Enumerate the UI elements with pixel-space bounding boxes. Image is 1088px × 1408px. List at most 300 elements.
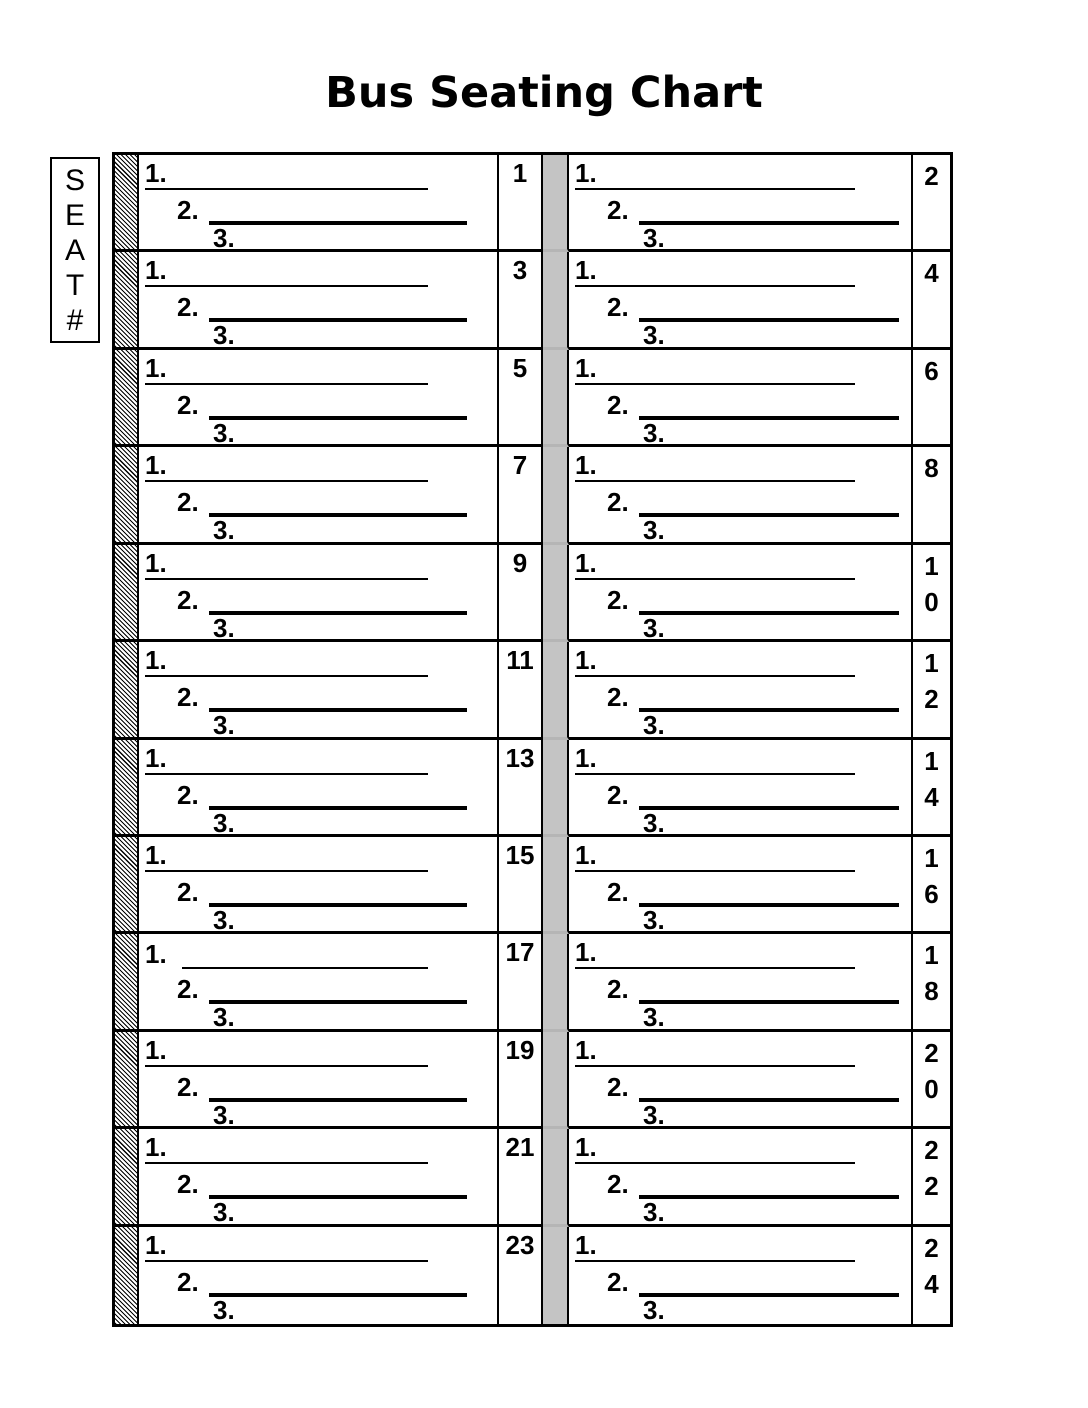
field-label: 1. bbox=[575, 450, 597, 481]
blank-line bbox=[639, 389, 899, 420]
name-line-1 bbox=[575, 1231, 855, 1262]
seat-number-cell bbox=[499, 1032, 543, 1129]
blank-line bbox=[639, 584, 899, 615]
hatched-edge-strip bbox=[115, 350, 139, 447]
seat-number-cell bbox=[499, 155, 543, 252]
field-label: 3. bbox=[213, 612, 235, 643]
name-line-3 bbox=[643, 1002, 665, 1033]
field-label: 1. bbox=[145, 352, 167, 383]
bus-aisle bbox=[543, 934, 569, 1031]
seat-number-cell bbox=[499, 934, 543, 1031]
right-seat-name-cell bbox=[569, 642, 913, 739]
name-line-2 bbox=[607, 194, 899, 225]
seat-number: 10 bbox=[924, 550, 939, 617]
seat-number: 7 bbox=[512, 450, 528, 481]
name-line-1 bbox=[145, 256, 428, 287]
name-line-1 bbox=[575, 1133, 855, 1164]
name-line-3 bbox=[213, 904, 235, 935]
right-seat-name-cell bbox=[569, 934, 913, 1031]
name-line-2 bbox=[607, 1071, 899, 1102]
field-label: 3. bbox=[643, 515, 665, 546]
name-line-1 bbox=[145, 159, 428, 190]
blank-line bbox=[209, 1168, 467, 1199]
seat-number-cell bbox=[913, 642, 950, 739]
bus-aisle bbox=[543, 252, 569, 349]
blank-line bbox=[167, 646, 428, 675]
field-label: 3. bbox=[213, 1294, 235, 1325]
seat-number-cell bbox=[913, 740, 950, 837]
blank-line bbox=[209, 779, 467, 810]
name-line-3 bbox=[643, 612, 665, 643]
name-line-2 bbox=[177, 1168, 467, 1199]
field-label: 1. bbox=[145, 158, 167, 188]
field-label: 1. bbox=[575, 1132, 597, 1163]
right-seat-name-cell bbox=[569, 740, 913, 837]
left-seat-name-cell bbox=[139, 350, 499, 447]
blank-line bbox=[639, 1266, 899, 1297]
field-label: 3. bbox=[643, 1099, 665, 1130]
name-line-2 bbox=[607, 1266, 899, 1297]
right-seat-name-cell bbox=[569, 155, 913, 252]
hatched-edge-strip bbox=[115, 155, 139, 252]
field-label: 2. bbox=[177, 195, 199, 225]
seat-number-legend bbox=[50, 157, 100, 343]
seat-row bbox=[115, 837, 950, 934]
field-label: 1. bbox=[145, 645, 167, 676]
field-label: 1. bbox=[145, 742, 167, 773]
seat-number-cell bbox=[499, 1227, 543, 1324]
blank-line bbox=[167, 354, 428, 383]
field-label: 1. bbox=[575, 255, 597, 286]
name-line-2 bbox=[177, 389, 467, 420]
bus-aisle bbox=[543, 1129, 569, 1226]
field-label: 2. bbox=[607, 584, 629, 615]
seat-row bbox=[115, 740, 950, 837]
legend-letter: # bbox=[66, 303, 84, 337]
field-label: 3. bbox=[643, 1002, 665, 1033]
field-label: 3. bbox=[643, 904, 665, 935]
seat-number-cell bbox=[913, 1227, 950, 1324]
field-label: 2. bbox=[607, 389, 629, 420]
left-seat-name-cell bbox=[139, 642, 499, 739]
field-label: 1. bbox=[575, 1229, 597, 1260]
field-label: 2. bbox=[177, 1266, 199, 1297]
name-line-2 bbox=[607, 779, 899, 810]
hatched-edge-strip bbox=[115, 740, 139, 837]
field-label: 3. bbox=[643, 417, 665, 448]
bus-aisle bbox=[543, 642, 569, 739]
seat-row bbox=[115, 545, 950, 642]
name-line-3 bbox=[643, 515, 665, 546]
blank-line bbox=[597, 354, 856, 383]
name-line-2 bbox=[607, 1168, 899, 1199]
field-label: 3. bbox=[643, 1197, 665, 1228]
blank-line bbox=[639, 973, 899, 1004]
seat-row bbox=[115, 350, 950, 447]
field-label: 2. bbox=[607, 195, 629, 225]
field-label: 2. bbox=[607, 876, 629, 907]
legend-letter: E bbox=[64, 198, 85, 232]
name-line-1 bbox=[575, 256, 855, 287]
name-line-1 bbox=[575, 451, 855, 482]
seat-number: 1 bbox=[512, 158, 528, 188]
blank-line bbox=[639, 1071, 899, 1102]
seat-number: 23 bbox=[505, 1229, 535, 1260]
name-line-1 bbox=[575, 646, 855, 677]
name-line-2 bbox=[607, 973, 899, 1004]
name-line-3 bbox=[213, 710, 235, 741]
seat-number: 24 bbox=[924, 1232, 939, 1299]
blank-line bbox=[639, 486, 899, 517]
name-line-1 bbox=[575, 938, 855, 969]
blank-line bbox=[597, 841, 856, 870]
field-label: 1. bbox=[145, 547, 167, 578]
field-label: 3. bbox=[643, 1294, 665, 1325]
field-label: 2. bbox=[607, 779, 629, 810]
hatched-edge-strip bbox=[115, 252, 139, 349]
field-label: 2. bbox=[177, 292, 199, 323]
field-label: 1. bbox=[575, 547, 597, 578]
name-line-2 bbox=[177, 1071, 467, 1102]
blank-line bbox=[209, 973, 467, 1004]
left-seat-name-cell bbox=[139, 1032, 499, 1129]
field-label: 3. bbox=[643, 320, 665, 351]
name-line-3 bbox=[643, 1197, 665, 1228]
field-label: 1. bbox=[575, 839, 597, 870]
field-label: 1. bbox=[145, 255, 167, 286]
name-line-1 bbox=[145, 1231, 428, 1262]
seat-number-cell bbox=[499, 350, 543, 447]
name-line-2 bbox=[607, 486, 899, 517]
left-seat-name-cell bbox=[139, 837, 499, 934]
name-line-3 bbox=[213, 1294, 235, 1325]
page-title: Bus Seating Chart bbox=[325, 68, 763, 118]
legend-letter: S bbox=[64, 163, 85, 197]
name-line-3 bbox=[643, 1099, 665, 1130]
name-line-2 bbox=[177, 1266, 467, 1297]
blank-line bbox=[597, 744, 856, 773]
right-seat-name-cell bbox=[569, 252, 913, 349]
bus-aisle bbox=[543, 545, 569, 642]
field-label: 3. bbox=[213, 1002, 235, 1033]
field-label: 1. bbox=[145, 839, 167, 870]
blank-line bbox=[167, 1036, 428, 1065]
name-line-2 bbox=[607, 291, 899, 322]
seat-number: 8 bbox=[924, 453, 939, 484]
blank-line bbox=[639, 194, 899, 225]
hatched-edge-strip bbox=[115, 837, 139, 934]
bus-aisle bbox=[543, 447, 569, 544]
blank-line bbox=[167, 256, 428, 285]
blank-line bbox=[597, 1036, 856, 1065]
bus-aisle bbox=[543, 1227, 569, 1324]
seat-number-cell bbox=[499, 252, 543, 349]
field-label: 1. bbox=[145, 939, 167, 970]
seat-number: 20 bbox=[924, 1037, 939, 1104]
blank-line bbox=[209, 486, 467, 517]
right-seat-name-cell bbox=[569, 837, 913, 934]
name-line-1 bbox=[145, 841, 428, 872]
name-line-2 bbox=[177, 681, 467, 712]
left-seat-name-cell bbox=[139, 934, 499, 1031]
field-label: 1. bbox=[575, 645, 597, 676]
right-seat-name-cell bbox=[569, 1032, 913, 1129]
name-line-2 bbox=[607, 389, 899, 420]
blank-line bbox=[167, 1231, 428, 1260]
seat-number-cell bbox=[913, 545, 950, 642]
seat-number: 5 bbox=[512, 352, 528, 383]
name-line-1 bbox=[575, 841, 855, 872]
seat-number: 21 bbox=[505, 1132, 535, 1163]
field-label: 3. bbox=[213, 417, 235, 448]
field-label: 1. bbox=[575, 352, 597, 383]
name-line-2 bbox=[177, 779, 467, 810]
field-label: 2. bbox=[607, 1071, 629, 1102]
name-line-3 bbox=[643, 904, 665, 935]
seat-number-cell bbox=[913, 934, 950, 1031]
name-line-3 bbox=[213, 1002, 235, 1033]
field-label: 1. bbox=[145, 1132, 167, 1163]
blank-line bbox=[167, 841, 428, 870]
seat-row bbox=[115, 252, 950, 349]
hatched-edge-strip bbox=[115, 545, 139, 642]
bus-aisle bbox=[543, 740, 569, 837]
blank-line bbox=[209, 291, 467, 322]
blank-line bbox=[209, 1266, 467, 1297]
field-label: 3. bbox=[643, 807, 665, 838]
right-seat-name-cell bbox=[569, 1227, 913, 1324]
seat-number: 17 bbox=[505, 937, 535, 968]
field-label: 2. bbox=[607, 682, 629, 713]
field-label: 1. bbox=[575, 1034, 597, 1065]
field-label: 3. bbox=[213, 320, 235, 351]
bus-aisle bbox=[543, 155, 569, 252]
field-label: 2. bbox=[177, 974, 199, 1005]
field-label: 2. bbox=[177, 779, 199, 810]
blank-line bbox=[209, 1071, 467, 1102]
legend-letter: T bbox=[65, 268, 85, 302]
name-line-3 bbox=[213, 1197, 235, 1228]
blank-line bbox=[209, 681, 467, 712]
field-label: 3. bbox=[213, 223, 235, 253]
field-label: 1. bbox=[145, 1034, 167, 1065]
field-label: 3. bbox=[213, 710, 235, 741]
name-line-2 bbox=[177, 194, 467, 225]
blank-line bbox=[597, 1133, 856, 1162]
field-label: 2. bbox=[177, 1071, 199, 1102]
blank-line bbox=[209, 876, 467, 907]
blank-line bbox=[167, 451, 428, 480]
seat-number: 3 bbox=[512, 255, 528, 286]
seat-number-cell bbox=[499, 545, 543, 642]
seat-row bbox=[115, 155, 950, 252]
field-label: 3. bbox=[643, 710, 665, 741]
seat-number: 9 bbox=[512, 547, 528, 578]
seat-number: 4 bbox=[924, 258, 939, 289]
seat-number: 22 bbox=[924, 1135, 939, 1202]
seat-number-cell bbox=[913, 252, 950, 349]
name-line-1 bbox=[145, 646, 428, 677]
seat-number-cell bbox=[499, 740, 543, 837]
name-line-3 bbox=[213, 1099, 235, 1130]
name-line-2 bbox=[177, 291, 467, 322]
hatched-edge-strip bbox=[115, 642, 139, 739]
name-line-2 bbox=[177, 584, 467, 615]
seat-number: 2 bbox=[924, 161, 939, 191]
field-label: 2. bbox=[607, 292, 629, 323]
blank-line bbox=[209, 389, 467, 420]
field-label: 1. bbox=[575, 158, 597, 188]
seat-number: 6 bbox=[924, 355, 939, 386]
bus-aisle bbox=[543, 1032, 569, 1129]
name-line-1 bbox=[575, 549, 855, 580]
seat-number-cell bbox=[913, 350, 950, 447]
name-line-3 bbox=[643, 710, 665, 741]
field-label: 3. bbox=[213, 904, 235, 935]
blank-line bbox=[597, 1231, 856, 1260]
left-seat-name-cell bbox=[139, 447, 499, 544]
right-seat-name-cell bbox=[569, 1129, 913, 1226]
blank-line bbox=[167, 159, 428, 188]
blank-line bbox=[639, 876, 899, 907]
seat-row bbox=[115, 1227, 950, 1324]
field-label: 2. bbox=[177, 584, 199, 615]
field-label: 2. bbox=[177, 682, 199, 713]
field-label: 2. bbox=[177, 389, 199, 420]
bus-aisle bbox=[543, 837, 569, 934]
hatched-edge-strip bbox=[115, 1227, 139, 1324]
name-line-1 bbox=[575, 354, 855, 385]
left-seat-name-cell bbox=[139, 1129, 499, 1226]
blank-line bbox=[597, 938, 856, 967]
name-line-3 bbox=[643, 417, 665, 448]
field-label: 1. bbox=[145, 1229, 167, 1260]
name-line-3 bbox=[643, 223, 665, 253]
seat-number-cell bbox=[499, 642, 543, 739]
field-label: 2. bbox=[607, 1266, 629, 1297]
name-line-3 bbox=[213, 223, 235, 253]
blank-line bbox=[597, 159, 856, 188]
field-label: 2. bbox=[607, 974, 629, 1005]
blank-line bbox=[639, 291, 899, 322]
field-label: 3. bbox=[213, 1099, 235, 1130]
blank-line bbox=[167, 1133, 428, 1162]
name-line-3 bbox=[213, 612, 235, 643]
field-label: 2. bbox=[177, 876, 199, 907]
right-seat-name-cell bbox=[569, 447, 913, 544]
field-label: 3. bbox=[213, 1197, 235, 1228]
name-line-3 bbox=[213, 807, 235, 838]
name-line-2 bbox=[607, 681, 899, 712]
seat-row bbox=[115, 934, 950, 1031]
seat-number: 14 bbox=[924, 745, 939, 812]
seat-row bbox=[115, 642, 950, 739]
field-label: 2. bbox=[607, 487, 629, 518]
seat-number-cell bbox=[499, 1129, 543, 1226]
blank-line bbox=[597, 646, 856, 675]
blank-line bbox=[209, 194, 467, 225]
name-line-2 bbox=[177, 876, 467, 907]
name-line-3 bbox=[643, 807, 665, 838]
seat-number-cell bbox=[913, 1129, 950, 1226]
name-line-1 bbox=[145, 549, 428, 580]
blank-line bbox=[209, 584, 467, 615]
name-line-3 bbox=[213, 417, 235, 448]
name-line-1 bbox=[145, 1036, 428, 1067]
field-label: 2. bbox=[177, 487, 199, 518]
field-label: 3. bbox=[643, 223, 665, 253]
left-seat-name-cell bbox=[139, 252, 499, 349]
name-line-3 bbox=[213, 320, 235, 351]
hatched-edge-strip bbox=[115, 934, 139, 1031]
blank-line bbox=[167, 744, 428, 773]
name-line-1 bbox=[575, 744, 855, 775]
hatched-edge-strip bbox=[115, 1032, 139, 1129]
field-label: 1. bbox=[575, 742, 597, 773]
left-seat-name-cell bbox=[139, 155, 499, 252]
field-label: 2. bbox=[177, 1169, 199, 1200]
blank-line bbox=[182, 938, 428, 969]
field-label: 1. bbox=[575, 937, 597, 968]
name-line-2 bbox=[607, 876, 899, 907]
name-line-3 bbox=[643, 1294, 665, 1325]
field-label: 3. bbox=[213, 515, 235, 546]
field-label: 1. bbox=[145, 450, 167, 481]
field-label: 3. bbox=[213, 807, 235, 838]
field-label: 2. bbox=[607, 1169, 629, 1200]
blank-line bbox=[639, 681, 899, 712]
seat-number: 19 bbox=[505, 1034, 535, 1065]
blank-line bbox=[597, 256, 856, 285]
seat-number-cell bbox=[499, 837, 543, 934]
name-line-2 bbox=[177, 973, 467, 1004]
name-line-1 bbox=[145, 1133, 428, 1164]
name-line-2 bbox=[607, 584, 899, 615]
bus-aisle bbox=[543, 350, 569, 447]
blank-line bbox=[597, 549, 856, 578]
seat-number-cell bbox=[913, 447, 950, 544]
left-seat-name-cell bbox=[139, 740, 499, 837]
name-line-1 bbox=[145, 744, 428, 775]
name-line-1 bbox=[575, 159, 855, 190]
seat-number-cell bbox=[499, 447, 543, 544]
name-line-3 bbox=[643, 320, 665, 351]
name-line-1 bbox=[145, 938, 428, 969]
left-seat-name-cell bbox=[139, 545, 499, 642]
seat-row bbox=[115, 447, 950, 544]
seat-number: 15 bbox=[505, 839, 535, 870]
seat-number-cell bbox=[913, 155, 950, 252]
seat-row bbox=[115, 1032, 950, 1129]
name-line-3 bbox=[213, 515, 235, 546]
seat-number-cell bbox=[913, 1032, 950, 1129]
blank-line bbox=[167, 549, 428, 578]
hatched-edge-strip bbox=[115, 1129, 139, 1226]
legend-letter: A bbox=[64, 233, 85, 267]
seat-number: 16 bbox=[924, 842, 939, 909]
hatched-edge-strip bbox=[115, 447, 139, 544]
seat-number: 13 bbox=[505, 742, 535, 773]
blank-line bbox=[639, 1168, 899, 1199]
left-seat-name-cell bbox=[139, 1227, 499, 1324]
blank-line bbox=[597, 451, 856, 480]
seat-number: 18 bbox=[924, 940, 939, 1007]
right-seat-name-cell bbox=[569, 545, 913, 642]
name-line-1 bbox=[575, 1036, 855, 1067]
name-line-1 bbox=[145, 451, 428, 482]
blank-line bbox=[639, 779, 899, 810]
right-seat-name-cell bbox=[569, 350, 913, 447]
